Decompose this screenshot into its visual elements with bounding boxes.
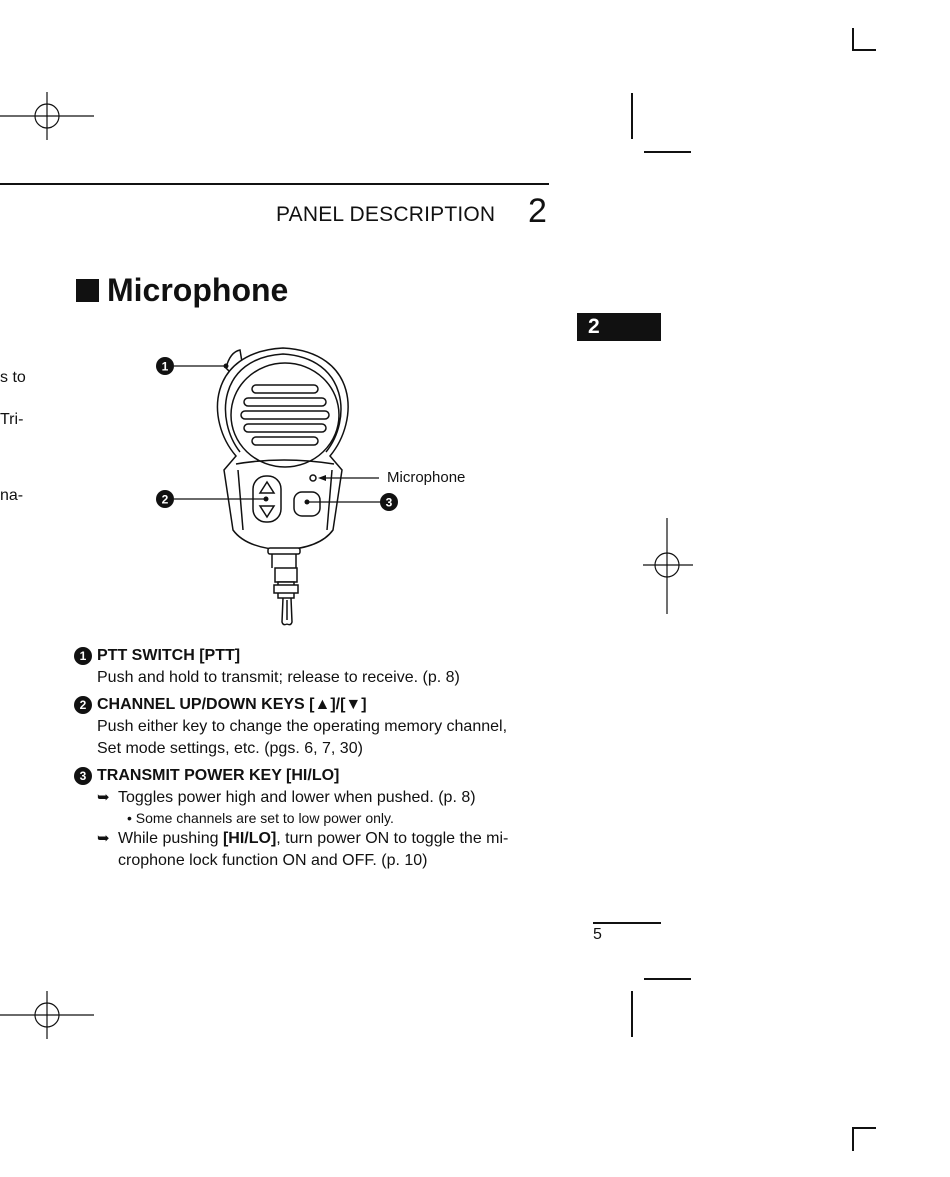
- crop-mark: [644, 978, 691, 980]
- callout-1: [156, 357, 174, 375]
- svg-text:1: 1: [161, 359, 169, 374]
- crop-mark: [852, 1127, 876, 1129]
- list-item: [74, 645, 554, 689]
- registration-mark: [643, 518, 693, 614]
- square-bullet-icon: [76, 279, 99, 302]
- item-list: [74, 645, 554, 877]
- crop-mark: [852, 28, 854, 50]
- crop-mark: [631, 93, 633, 139]
- list-item: [74, 765, 554, 872]
- footer-rule: [593, 922, 661, 924]
- header-rule: [0, 183, 549, 185]
- crop-mark: [852, 1127, 854, 1151]
- item-number: 1: [74, 647, 92, 665]
- registration-mark: [0, 92, 96, 140]
- svg-text:2: 2: [161, 492, 169, 507]
- bullet-item: [97, 828, 554, 872]
- microphone-diagram: [150, 340, 480, 632]
- text-fragment: Tri-: [0, 411, 24, 428]
- item-description: Push either key to change the operating memory channel,: [97, 718, 508, 735]
- bullet-text: Toggles power high and lower when pushed. (p. 8): [118, 789, 476, 806]
- crop-mark: [852, 49, 876, 51]
- item-number: 2: [74, 696, 92, 714]
- arrow-bullet-icon: ➥: [97, 789, 110, 806]
- item-title: PTT SWITCH [PTT]: [97, 647, 241, 664]
- text-fragment: na-: [0, 487, 24, 504]
- key-label: [HI/LO]: [222, 830, 277, 847]
- item-description: Push and hold to transmit; release to receive. (p. 8): [97, 669, 460, 686]
- registration-mark: [0, 991, 96, 1039]
- list-item: [74, 694, 554, 760]
- arrow-bullet-icon: ➥: [97, 830, 110, 847]
- bullet-text: crophone lock function ON and OFF. (p. 10): [118, 852, 428, 869]
- item-title: TRANSMIT POWER KEY [HI/LO]: [97, 767, 340, 784]
- bullet-text: While pushing: [118, 830, 223, 847]
- note-text: • Some channels are set to low power only.: [127, 810, 394, 826]
- page-heading: [76, 272, 288, 309]
- crop-mark: [631, 991, 633, 1037]
- item-title: CHANNEL UP/DOWN KEYS [▲]/[▼]: [97, 696, 367, 713]
- svg-text:3: 3: [385, 495, 393, 510]
- page-number: 5: [593, 926, 602, 943]
- item-number: 3: [74, 767, 92, 785]
- item-description: Set mode settings, etc. (pgs. 6, 7, 30): [97, 740, 363, 757]
- chapter-tab: 2: [577, 313, 661, 341]
- crop-mark: [644, 151, 691, 153]
- text-fragment: s to: [0, 369, 26, 386]
- bullet-item: [97, 787, 554, 809]
- microphone-label: Microphone: [387, 469, 466, 486]
- section-title: PANEL DESCRIPTION: [276, 203, 496, 226]
- chapter-number: 2: [528, 192, 547, 230]
- bullet-text: , turn power ON to toggle the mi-: [276, 830, 509, 847]
- callout-2: [156, 490, 174, 508]
- heading-text: Microphone: [107, 272, 289, 308]
- callout-3: [380, 493, 398, 511]
